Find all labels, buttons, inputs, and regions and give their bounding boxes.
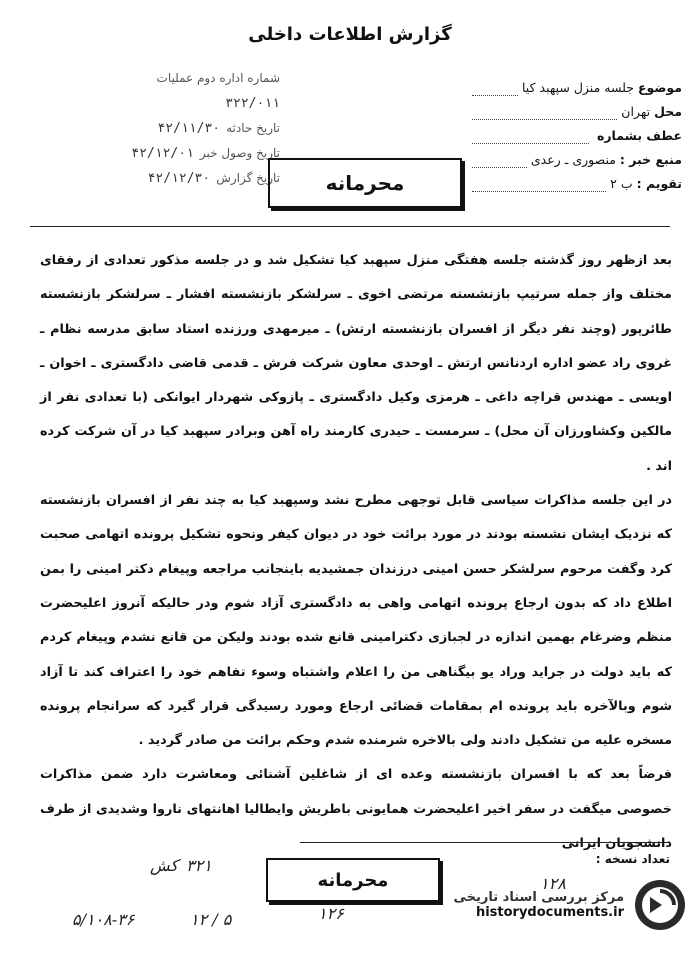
handwritten-file-code-2: ۱۲ / ۵ bbox=[190, 910, 232, 929]
body-paragraph: بعد ازظهر روز گذشته جلسه هفتگی منزل سپهبد کیا تشکیل شد و در جلسه مذکور تعدادی از رفقای مختلف واز جمله سرتیپ بازنشسته مرتضی اخوی ـ سرلشکر بازنشسته افشار ـ سرلشکر بازنشسته طائرپور (وچند نفر دیگر از افسران بازنشسته ارتش) ـ میرمهدی ورزنده استاد سابق مدرسه نظام ـ غروی راد عضو اداره اردنانس ارتش ـ اوحدی معاون شرکت فرش ـ قدمی قاضی دادگستری ـ اخوان ـ اویسی ـ مهندس قراچه داغی ـ هرمزی وکیل دادگستری ـ پازوکی شهردار ایوانکی (با تعدادی نفر از مالکین وکشاورزان آن محل) ـ سرمست ـ حیدری کارمند راه آهن وبرادر سپهبد کیا در آن شرکت کرده اند . bbox=[40, 253, 672, 474]
number-row bbox=[60, 66, 280, 91]
report-date-label: تاریخ گزارش bbox=[216, 171, 280, 185]
footer-divider bbox=[300, 842, 670, 843]
number-value: ۳۲۲/۰۱۱ bbox=[225, 96, 280, 111]
watermark-text bbox=[454, 890, 625, 920]
subject-row bbox=[472, 76, 682, 100]
subject-label: موضوع bbox=[637, 80, 682, 95]
handwritten-ref-number: ۱۲۸ bbox=[540, 874, 566, 893]
receipt-date-label: تاریخ وصول خبر bbox=[199, 146, 280, 160]
confidential-stamp-footer: محرمانه bbox=[266, 858, 440, 902]
rating-dots bbox=[472, 177, 606, 192]
body-paragraph: فرضاً بعد که با افسران بازنشسته وعده ای از شاغلین آشنائی ومعاشرت دارد ضمن مذاکرات خصوصی میگفت در سفر اخیر اعلیحضرت همایونی باطریش وایطالیا اهانتهای ناروا وشدیدی از طرف دانشجویان ایرانی bbox=[40, 767, 672, 852]
rating-label: تقویم : bbox=[636, 176, 682, 191]
place-row bbox=[472, 100, 682, 124]
archive-watermark bbox=[368, 870, 688, 940]
event-date-label: تاریخ حادثه bbox=[226, 121, 280, 135]
place-value: تهران bbox=[621, 104, 651, 119]
report-title: گزارش اطلاعات داخلی bbox=[248, 24, 452, 45]
footer-meta bbox=[430, 848, 670, 870]
confidential-stamp: محرمانه bbox=[268, 158, 462, 208]
body-paragraph: در این جلسه مذاکرات سیاسی قابل توجهی مطرح نشد وسپهبد کیا به چند نفر از افسران بازنشسته که نزدیک ایشان نشسته بودند در مورد برائت خود در دیوان کیفر ونحوه تشکیل پرونده اتهامی صحبت کرد وگفت مرحوم سرلشکر حسن امینی درزندان جمشیدیه باینجانب مراجعه وپیغام دکتر امینی را بمن اطلاع داد که بدون ارجاع پرونده اتهامی واهی به دادگستری آزاد شوم ودر حالیکه آنروز اعلیحضرت منظم وضرغام بهمین اندازه در لجبازی دکترامینی قانع شده بودند ولیکن من قانع نشدم وپیغام کردم که باید دولت در جراید وراد یو بیگناهی من را اعلام واشتباه وسوء تفاهم خود را اعتراف کند تا آزاد شوم وبالآخره باید پرونده ام بمقامات قضائی ارجاع ومورد رسیدگی قرار گیرد که سرانجام پرونده مسخره علیه من تشکیل دادند ولی بالاخره شرمنده شدم وحکم برائت من صادر گردید . bbox=[40, 493, 672, 749]
source-row bbox=[472, 148, 682, 172]
subject-value: جلسه منزل سپهبد کیا bbox=[522, 80, 634, 95]
report-date-row bbox=[60, 166, 280, 191]
subject-dots bbox=[472, 81, 518, 96]
watermark-url: historydocuments.ir bbox=[475, 905, 624, 920]
event-date-value: ۴۲/۱۱/۳۰ bbox=[157, 121, 221, 136]
source-dots bbox=[472, 153, 527, 168]
attachments-label: عطف بشماره bbox=[596, 128, 682, 143]
header-divider bbox=[30, 226, 670, 227]
handwritten-left-mark: کش bbox=[150, 856, 179, 875]
watermark-persian: مرکز بررسی اسناد تاریخی bbox=[453, 890, 624, 905]
copies-label: تعداد نسخه : bbox=[595, 852, 670, 866]
report-meta-right bbox=[472, 76, 682, 196]
number-label: شماره اداره دوم عملیات bbox=[156, 71, 280, 85]
handwritten-file-code: ۵/۱۰۸-۳۶ bbox=[72, 910, 135, 929]
report-body bbox=[40, 244, 672, 861]
handwritten-ref-number-2: ۱۲۶ bbox=[318, 904, 344, 923]
event-date-row bbox=[60, 116, 280, 141]
rating-value: ب ۲ bbox=[610, 176, 633, 191]
receipt-date-value: ۴۲/۱۲/۰۱ bbox=[131, 146, 194, 161]
handwritten-left-number: ۳۲۱ bbox=[186, 856, 212, 875]
archive-logo-icon bbox=[632, 877, 688, 933]
rating-row bbox=[472, 172, 682, 196]
report-meta-left bbox=[60, 66, 280, 191]
attachments-dots bbox=[472, 129, 589, 144]
receipt-date-row bbox=[60, 141, 280, 166]
number-value-row bbox=[60, 91, 280, 116]
place-dots bbox=[472, 105, 617, 120]
source-label: منبع خبر : bbox=[619, 152, 682, 167]
attachments-row bbox=[472, 124, 682, 148]
report-date-value: ۴۲/۱۲/۳۰ bbox=[147, 171, 211, 186]
place-label: محل bbox=[654, 104, 682, 119]
source-value: منصوری ـ رعدی bbox=[530, 152, 616, 167]
